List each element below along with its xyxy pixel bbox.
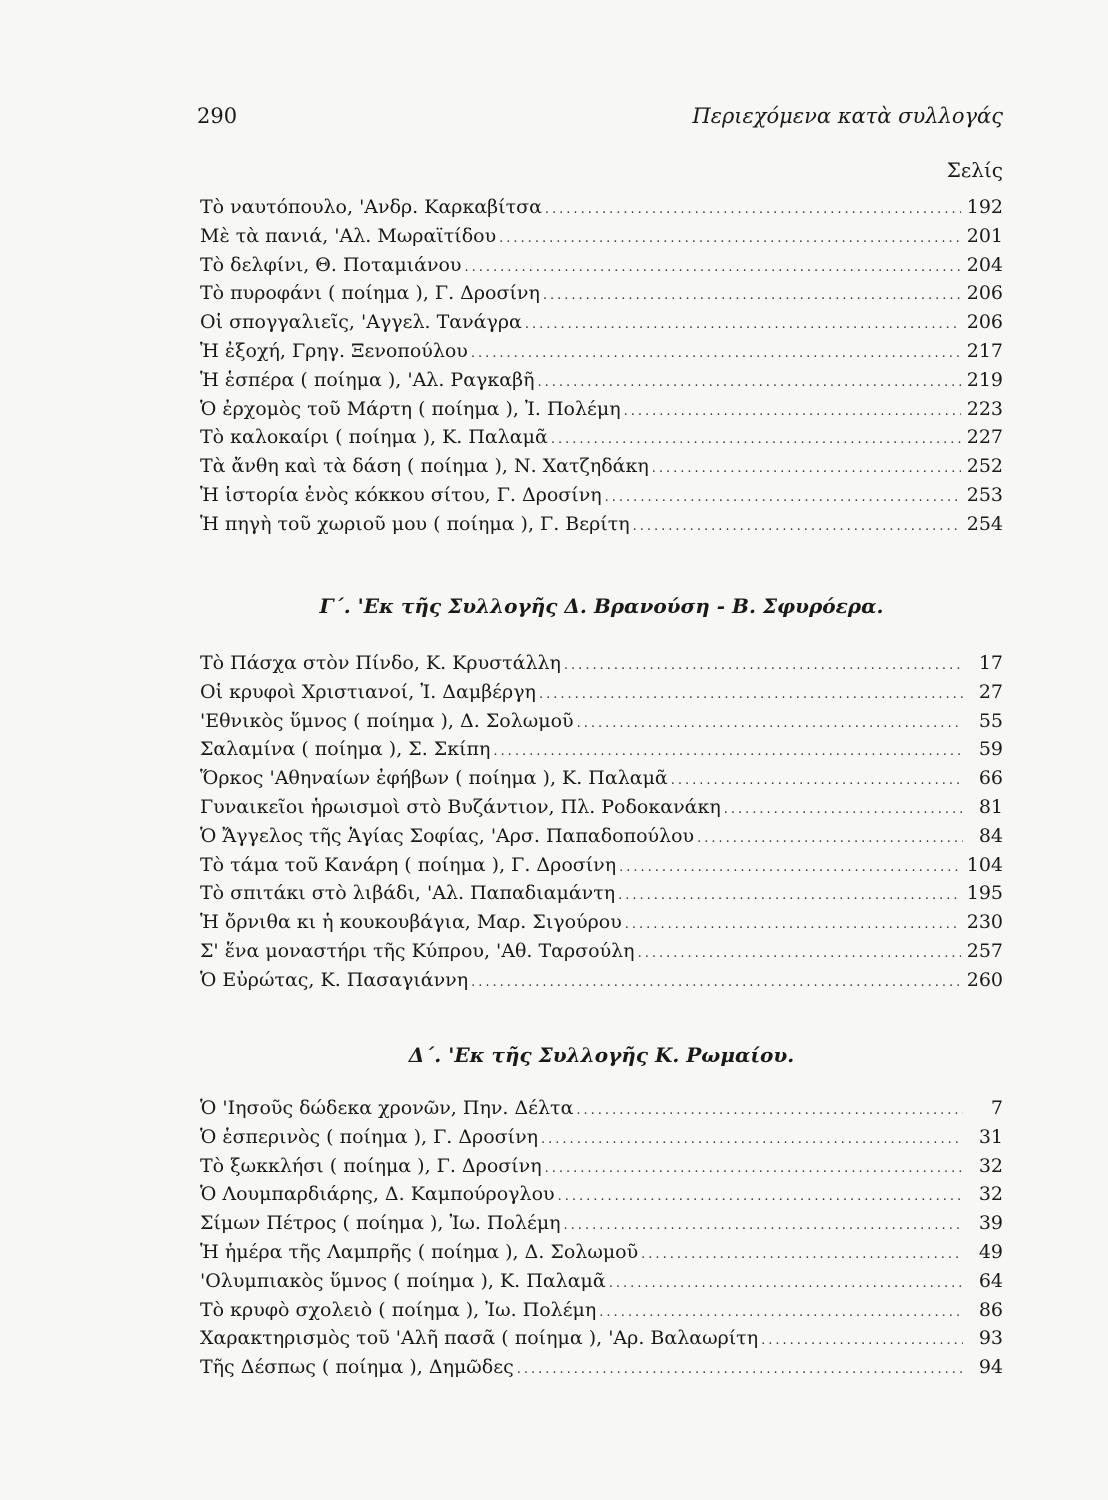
- toc-entry-page: 84: [978, 824, 1003, 847]
- dot-leader: [641, 1247, 963, 1262]
- toc-entry: [200, 825, 1003, 854]
- dot-leader: [577, 716, 963, 731]
- toc-entry: [200, 398, 1003, 427]
- dot-leader: [605, 490, 961, 505]
- toc-entry-page: 227: [966, 426, 1003, 449]
- toc-entry: [200, 940, 1003, 969]
- dot-leader: [545, 1161, 963, 1176]
- toc-entry: [200, 1183, 1003, 1212]
- dot-leader: [697, 831, 963, 846]
- toc-entry-title: 'Ολυμπιακὸς ὕμνος ( ποίημα ), Κ. Παλαμᾶ: [200, 1269, 606, 1292]
- toc-entry-page: 55: [978, 709, 1003, 732]
- dot-leader: [564, 658, 963, 673]
- toc-entry-title: Τὸ ναυτόπουλο, 'Ανδρ. Καρκαβίτσα: [200, 196, 542, 218]
- toc-entry: [200, 681, 1003, 710]
- toc-entry-page: 206: [966, 311, 1003, 334]
- toc-entry: [200, 738, 1003, 767]
- dot-leader: [618, 888, 961, 903]
- toc-entry-page: 39: [978, 1212, 1003, 1235]
- toc-entry-page: 192: [966, 196, 1003, 218]
- toc-entry-title: Ἡ ἡμέρα τῆς Λαμπρῆς ( ποίημα ), Δ. Σολωμοῦ: [200, 1240, 639, 1263]
- toc-entry-page: 260: [966, 968, 1003, 991]
- toc-entry-page: 253: [966, 483, 1003, 506]
- dot-leader: [464, 260, 960, 275]
- toc-entry-title: Ὁ Εὐρώτας, Κ. Πασαγιάννη: [200, 968, 469, 991]
- toc-entry: [200, 484, 1003, 513]
- toc-entry: [200, 455, 1003, 484]
- toc-entry: [200, 340, 1003, 369]
- toc-entry-title: Μὲ τὰ πανιά, 'Αλ. Μωραϊτίδου: [200, 224, 497, 247]
- toc-entry-title: 'Εθνικὸς ὕμνος ( ποίημα ), Δ. Σολωμοῦ: [200, 709, 574, 732]
- dot-leader: [545, 202, 961, 217]
- section-gamma: [200, 652, 1003, 998]
- toc-entry-page: 195: [966, 882, 1003, 905]
- toc-entry: [200, 1299, 1003, 1328]
- toc-entry-page: 81: [978, 795, 1003, 818]
- section-heading-delta: Δ΄. 'Εκ τῆς Συλλογῆς Κ. Ρωμαίου.: [408, 1043, 795, 1067]
- toc-entry: [200, 1126, 1003, 1155]
- toc-entry: [200, 1327, 1003, 1356]
- toc-entry: [200, 513, 1003, 542]
- dot-leader: [619, 860, 961, 875]
- toc-entry: [200, 652, 1003, 681]
- dot-leader: [638, 946, 961, 961]
- toc-entry-title: Τὸ σπιτάκι στὸ λιβάδι, 'Αλ. Παπαδιαμάντη: [200, 882, 616, 905]
- toc-entry-title: Ἡ ἑσπέρα ( ποίημα ), 'Αλ. Ραγκαβῆ: [200, 368, 535, 391]
- toc-entry-page: 217: [966, 339, 1003, 362]
- toc-entry-title: Χαρακτηρισμὸς τοῦ 'Αλῆ πασᾶ ( ποίημα ), 'Αρ. Βαλαωρίτη: [200, 1327, 759, 1350]
- section-continued: [200, 196, 1003, 542]
- toc-entry-page: 223: [966, 397, 1003, 420]
- toc-entry-title: Οἱ κρυφοὶ Χριστιανοί, Ἰ. Δαμβέργη: [200, 680, 536, 703]
- dot-leader: [471, 346, 961, 361]
- toc-entry-title: Τὸ Πάσχα στὸν Πίνδο, Κ. Κρυστάλλη: [200, 652, 561, 674]
- toc-entry-title: Ὁ ἐρχομὸς τοῦ Μάρτη ( ποίημα ), Ἰ. Πολέμη: [200, 397, 621, 420]
- dot-leader: [471, 975, 961, 990]
- toc-entry-title: Ἡ πηγὴ τοῦ χωριοῦ μου ( ποίημα ), Γ. Βερίτη: [200, 512, 630, 535]
- page-number: 290: [197, 104, 238, 128]
- toc-entry-page: 32: [978, 1183, 1003, 1206]
- toc-entry-page: 252: [966, 455, 1003, 478]
- toc-entry-page: 206: [966, 282, 1003, 305]
- dot-leader: [576, 1103, 963, 1118]
- toc-entry-page: 49: [978, 1240, 1003, 1263]
- toc-entry-title: Ἡ ὄρνιθα κι ἡ κουκουβάγια, Μαρ. Σιγούρου: [200, 911, 622, 934]
- toc-entry: [200, 282, 1003, 311]
- page-column-label: Σελίς: [946, 158, 1003, 182]
- toc-entry-title: Γυναικεῖοι ἡρωισμοὶ στὸ Βυζάντιον, Πλ. Ροδοκανάκη: [200, 795, 721, 818]
- dot-leader: [624, 404, 961, 419]
- page-header: [197, 88, 1003, 128]
- dot-leader: [761, 1333, 963, 1348]
- toc-entry-page: 86: [978, 1298, 1003, 1321]
- toc-entry-page: 17: [978, 652, 1003, 674]
- toc-entry-page: 204: [966, 253, 1003, 276]
- dot-leader: [671, 773, 963, 788]
- dot-leader: [558, 1189, 963, 1204]
- toc-entry: [200, 196, 1003, 225]
- toc-entry-page: 66: [978, 767, 1003, 790]
- toc-entry-page: 59: [978, 738, 1003, 761]
- toc-entry-page: 31: [978, 1125, 1003, 1148]
- toc-entry-page: 27: [978, 680, 1003, 703]
- toc-entry: [200, 969, 1003, 998]
- toc-entry-page: 94: [978, 1356, 1003, 1379]
- dot-leader: [493, 744, 963, 759]
- toc-entry-page: 104: [966, 853, 1003, 876]
- dot-leader: [543, 288, 961, 303]
- toc-entry-page: 64: [978, 1269, 1003, 1292]
- toc-entry: [200, 1241, 1003, 1270]
- toc-entry-title: Ὁ 'Ιησοῦς δώδεκα χρονῶν, Πην. Δέλτα: [200, 1097, 574, 1119]
- toc-entry-title: Τὸ καλοκαίρι ( ποίημα ), Κ. Παλαμᾶ: [200, 426, 548, 449]
- toc-entry: [200, 882, 1003, 911]
- toc-entry-title: Σαλαμίνα ( ποίημα ), Σ. Σκίπη: [200, 738, 491, 761]
- toc-entry: [200, 1356, 1003, 1385]
- toc-entry: [200, 254, 1003, 283]
- toc-entry-page: 93: [978, 1327, 1003, 1350]
- dot-leader: [537, 375, 960, 390]
- dot-leader: [724, 802, 963, 817]
- toc-entry-page: 254: [966, 512, 1003, 535]
- toc-entry-title: Ἡ ἐξοχή, Γρηγ. Ξενοπούλου: [200, 339, 468, 362]
- section-heading-gamma: Γ΄. 'Εκ τῆς Συλλογῆς Δ. Βρανούση - Β. Σφυρόερα.: [319, 594, 884, 618]
- toc-entry: [200, 911, 1003, 940]
- dot-leader: [499, 231, 961, 246]
- toc-entry-page: 219: [966, 368, 1003, 391]
- toc-entry-page: 7: [990, 1097, 1003, 1119]
- toc-entry-title: Ὁ ἑσπερινὸς ( ποίημα ), Γ. Δροσίνη: [200, 1125, 539, 1148]
- dot-leader: [625, 917, 961, 932]
- toc-entry-title: Ὁ Λουμπαρδιάρης, Δ. Καμπούρογλου: [200, 1183, 555, 1206]
- toc-entry: [200, 854, 1003, 883]
- dot-leader: [551, 432, 961, 447]
- dot-leader: [564, 1218, 963, 1233]
- toc-entry-title: Τὸ ξωκκλήσι ( ποίημα ), Γ. Δροσίνη: [200, 1154, 542, 1177]
- toc-entry: [200, 369, 1003, 398]
- toc-entry-title: Ἡ ἱστορία ἑνὸς κόκκου σίτου, Γ. Δροσίνη: [200, 483, 602, 506]
- toc-entry-page: 230: [966, 911, 1003, 934]
- dot-leader: [652, 461, 961, 476]
- toc-entry-title: Τὰ ἄνθη καὶ τὰ δάση ( ποίημα ), Ν. Χατζηδάκη: [200, 455, 649, 478]
- toc-entry-title: Τὸ τάμα τοῦ Κανάρη ( ποίημα ), Γ. Δροσίνη: [200, 853, 617, 876]
- dot-leader: [609, 1276, 963, 1291]
- toc-entry-title: Σ' ἕνα μοναστήρι τῆς Κύπρου, 'Αθ. Ταρσούλη: [200, 939, 635, 962]
- toc-entry-title: Τὸ πυροφάνι ( ποίημα ), Γ. Δροσίνη: [200, 282, 540, 305]
- toc-entry: [200, 1097, 1003, 1126]
- dot-leader: [633, 519, 961, 534]
- toc-entry: [200, 767, 1003, 796]
- toc-entry: [200, 710, 1003, 739]
- section-delta: [200, 1097, 1003, 1385]
- toc-entry-page: 32: [978, 1154, 1003, 1177]
- toc-entry: [200, 1155, 1003, 1184]
- dot-leader: [539, 687, 963, 702]
- toc-entry: [200, 1212, 1003, 1241]
- toc-entry: [200, 796, 1003, 825]
- toc-entry-title: Τὸ δελφίνι, Θ. Ποταμιάνου: [200, 253, 462, 276]
- toc-entry-title: Ὁ Ἄγγελος τῆς Ἁγίας Σοφίας, 'Αρσ. Παπαδοπούλου: [200, 824, 695, 847]
- toc-entry-title: Ὅρκος 'Αθηναίων ἐφήβων ( ποίημα ), Κ. Παλαμᾶ: [200, 767, 668, 790]
- dot-leader: [517, 1362, 963, 1377]
- toc-entry: [200, 1270, 1003, 1299]
- toc-entry: [200, 225, 1003, 254]
- toc-entry-page: 201: [966, 224, 1003, 247]
- toc-entry-title: Οἱ σπογγαλιεῖς, 'Αγγελ. Τανάγρα: [200, 311, 522, 334]
- toc-entry-title: Σίμων Πέτρος ( ποίημα ), Ἰω. Πολέμη: [200, 1212, 561, 1235]
- toc-entry-title: Τὸ κρυφὸ σχολειὸ ( ποίημα ), Ἰω. Πολέμη: [200, 1298, 597, 1321]
- dot-leader: [525, 317, 961, 332]
- toc-entry: [200, 426, 1003, 455]
- toc-entry-title: Τῆς Δέσπως ( ποίημα ), Δημῶδες: [200, 1356, 514, 1379]
- running-title: Περιεχόμενα κατὰ συλλογάς: [692, 104, 1003, 128]
- dot-leader: [599, 1305, 963, 1320]
- dot-leader: [541, 1132, 963, 1147]
- toc-entry-page: 257: [966, 939, 1003, 962]
- toc-entry: [200, 311, 1003, 340]
